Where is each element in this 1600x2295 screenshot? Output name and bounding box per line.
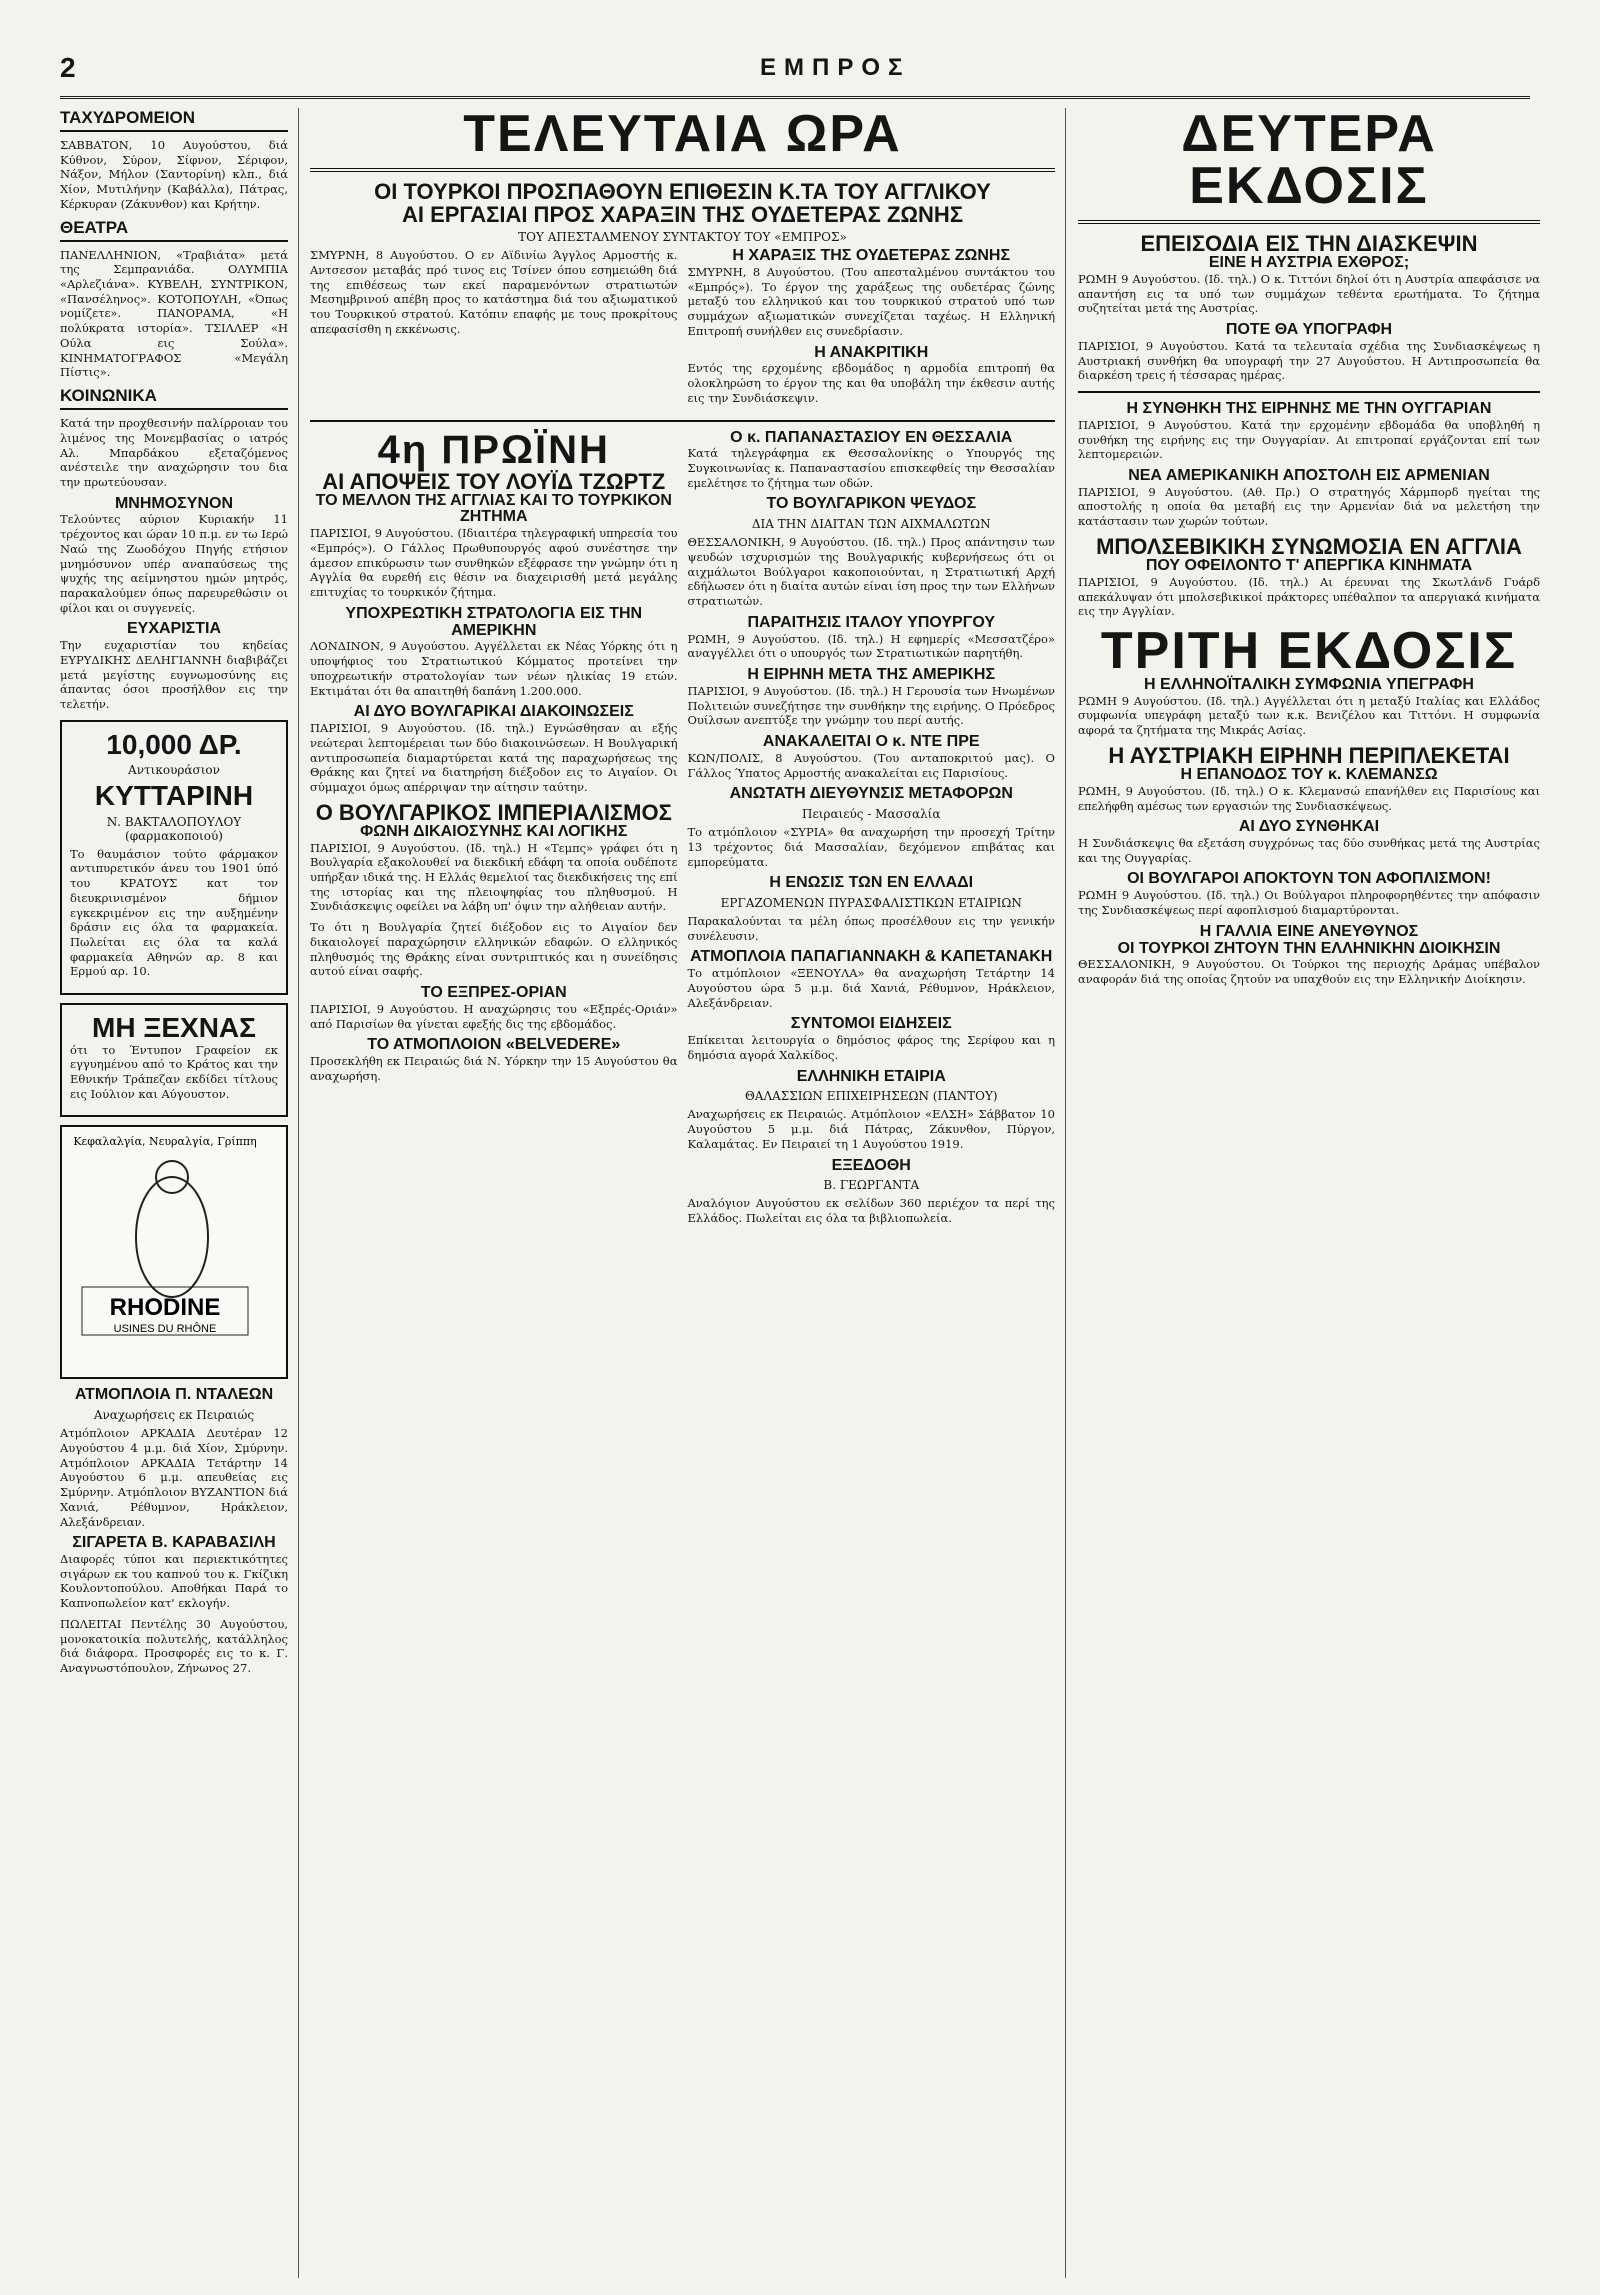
social-heading: ΚΟΙΝΩΝΙΚΑ (60, 386, 288, 410)
lloyd-george-sub: ΤΟ ΜΕΛΛΟΝ ΤΗΣ ΑΓΓΛΙΑΣ ΚΑΙ ΤΟ ΤΟΥΡΚΙΚΟΝ ΖΗΤΗΜΑ (315, 491, 672, 526)
social-text: Κατά την προχθεσινήν παλίρροιαν του λιμένος της Μονεμβασίας ο ιατρός Αλ. Μπαρδάκου εξεταζόμενος ανέστειλε την αναχώρησιν του δια την πρωτεύουσαν. (60, 416, 288, 489)
rhodine-ad (60, 1125, 288, 1379)
papanastasiou-text: Κατά τηλεγράφημα εκ Θεσσαλονίκης ο Υπουργός της Συγκοινωνίας κ. Παπαναστασίου επισκεφθείς την Θεσσαλίαν εμελέτησε το ζήτημα των οδών. (687, 446, 1055, 490)
theatres-text: ΠΑΝΕΛΛΗΝΙΟΝ, «Τραβιάτα» μετά της Σεμπρανιάδα. ΟΛΥΜΠΙΑ «Αρλεζιάνα». ΚΥΒΕΛΗ, ΣΥΝΤΡΙΚΟΝ, «Πανσέληνος». ΚΟΤΟΠΟΥΛΗ, «Όπως νομίζετε». ΠΑΝΟΡΑΜΑ, «Η πολύκρατα ιστορία». ΤΣΙΛΛΕΡ «Η Ούλα εις Σούλα». ΚΙΝΗΜΑΤΟΓΡΑΦΟΣ «Μεγάλη Πίστις». (60, 247, 288, 380)
transport-heading: ΑΝΩΤΑΤΗ ΔΙΕΥΘΥΝΣΙΣ ΜΕΤΑΦΟΡΩΝ (729, 785, 1013, 803)
italy-heading: ΠΑΡΑΙΤΗΣΙΣ ΙΤΑΛΟΥ ΥΠΟΥΡΓΟΥ (747, 613, 996, 631)
hungary-text: ΠΑΡΙΣΙΟΙ, 9 Αυγούστου. Κατά την ερχομένην εβδομάδα θα υποβληθή η συνθήκη της ειρήνης εις την Ουγγαρίαν. Αι επιτροπαί εργάζονται επί των λεπτομερειών. (1078, 417, 1540, 462)
union-sub: ΕΡΓΑΖΟΜΕΝΩΝ ΠΥΡΑΣΦΑΛΙΣΤΙΚΩΝ ΕΤΑΙΡΙΩΝ (720, 896, 1022, 911)
papanastasiou-heading: Ο κ. ΠΑΠΑΝΑΣΤΑΣΙΟΥ ΕΝ ΘΕΣΣΑΛΙΑ (730, 428, 1013, 446)
bulgarian-lie-text: ΘΕΣΣΑΛΟΝΙΚΗ, 9 Αυγούστου. (Ιδ. τηλ.) Προς απάντησιν των ψευδών ισχυρισμών της Βουλγαρικής κυβερνήσεως ότι οι αιχμάλωτοι Βούλγαροι κακοποιούνται, η Στρατιωτική Αρχή εδήλωσεν ότι η διαίτα αυτών είναι ίση προς την των Ελλήνων στρατιωτών. (687, 535, 1055, 609)
paper-name: ΕΜΠΡΟΣ (760, 54, 911, 81)
austrian-peace-heading: Η ΑΥΣΤΡΙΑΚΗ ΕΙΡΗΝΗ ΠΕΡΙΠΛΕΚΕΤΑΙ (1108, 742, 1510, 768)
third-edition-title: ΤΡΙΤΗ ΕΚΔΟΣΙΣ (1100, 621, 1518, 680)
shipping-text: Το ατμόπλοιον «ΞΕΝΟΥΛΑ» θα αναχωρήση Τετάρτην 14 Αυγούστου ώρα 5 μ.μ. διά Χανιά, Ρέθυμνον, Ηράκλειον, Αλεξάνδρειαν. (687, 966, 1055, 1010)
conference-heading: ΕΠΕΙΣΟΔΙΑ ΕΙΣ ΤΗΝ ΔΙΑΣΚΕΨΙΝ (1140, 231, 1478, 256)
sub-headline: ΑΙ ΕΡΓΑΣΙΑΙ ΠΡΟΣ ΧΑΡΑΞΙΝ ΤΗΣ ΟΥΔΕΤΕΡΑΣ ΖΩΝΗΣ (401, 202, 964, 228)
signing-text: ΠΑΡΙΣΙΟΙ, 9 Αυγούστου. Κατά τα τελευταία σχέδια της Συνδιασκέψεως η Αυστριακή συνθήκη θα υπογραφή την 27 Αυγούστου. Η Αντιπροσωπεία θα διαρκέση τρεις ή τέσσαρας ημέρας. (1078, 338, 1540, 383)
product-name: ΚΥΤΤΑΡΙΝΗ (94, 780, 254, 812)
cigarettes-heading: ΣΙΓΑΡΕΤΑ Β. ΚΑΡΑΒΑΣΙΛΗ (72, 1534, 276, 1552)
memorial-text: Τελούντες αύριον Κυριακήν 11 τρέχοντος και ώραν 10 π.μ. εν τω Ιερώ Ναώ της Ζωοδόχου Πηγής ετήσιον μνημόσυνον υπέρ αναπαύσεως της ψυχής της αείμνηστου ημών μητρός, παρακαλούμεν όπως παρευρεθώσιν οι φίλοι και οι συγγενείς. (60, 512, 288, 615)
second-edition-title: ΔΕΥΤΕΡΑ ΕΚΔΟΣΙΣ (1181, 108, 1437, 215)
published-heading: ΕΞΕΔΟΘΗ (831, 1156, 911, 1174)
two-treaties-text: Η Συνδιάσκεψις θα εξετάση συγχρόνως τας δύο συνθήκας μετά της Αυστρίας και της Ουγγαρίας. (1078, 836, 1540, 865)
union-heading: Η ΕΝΩΣΙΣ ΤΩΝ ΕΝ ΕΛΛΑΔΙ (769, 874, 974, 892)
page-number: 2 (60, 52, 76, 83)
turks-text: ΘΕΣΣΑΛΟΝΙΚΗ, 9 Αυγούστου. Οι Τούρκοι της περιοχής Δράμας υπέβαλον αναφοράν διά της οποίας ζητούν να υπαχθούν εις την Ελληνικήν Διοίκησιν. (1078, 957, 1540, 987)
reward-amount: 10,000 ΔΡ. (106, 728, 242, 760)
product-maker: Ν. ΒΑΚΤΑΛΟΠΟΥΛΟΥ (φαρμακοποιού) (106, 814, 242, 843)
main-headline: ΟΙ ΤΟΥΡΚΟΙ ΠΡΟΣΠΑΘΟΥΝ ΕΠΙΘΕΣΙΝ Κ.ΤΑ ΤΟΥ ΑΓΓΛΙΚΟΥ (374, 179, 991, 204)
armenia-heading: ΝΕΑ ΑΜΕΡΙΚΑΝΙΚΗ ΑΠΟΣΤΟΛΗ ΕΙΣ ΑΡΜΕΝΙΑΝ (1128, 466, 1490, 484)
smyrna-text: ΣΜΥΡΝΗ, 8 Αυγούστου. Ο εν Αϊδινίω Άγγλος Αρμοστής κ. Αντσεσον μεταβάς πρό τινος εις Τσίνεν όπου εσημειώθη διά της επιθέσεως των εκεί παραμενόντων στρατιωτών Μεσημβρινού απέβη προς το κατάστημα διά του αξιωματικού του Τουρκικού στρατού. Κατόπιν επαφής με τους προκρίτους απεφασίσθη η εκκένωσις. (310, 248, 678, 336)
reward-sub: Αντικουράσιον (128, 763, 220, 778)
notice-text: ΠΩΛΕΙΤΑΙ Πεντέλης 30 Αυγούστου, μονοκατοικία πολυτελής, κατάλληλος διά διάφορα. Προσφορές εις το κ. Γ. Αναγνωστόπουλον, Ζήνωνος 27. (60, 1616, 288, 1676)
rhodine-brand: RHODINE (109, 1294, 221, 1322)
top-news-row (310, 248, 1055, 411)
woman-figure-icon (136, 1177, 208, 1297)
last-hour-title: ΤΕΛΕΥΤΑΙΑ ΩΡΑ (463, 108, 902, 163)
masthead (60, 52, 1530, 99)
express-heading: ΤΟ ΕΞΠΡΕΣ-ΟΡΙΑΝ (420, 984, 567, 1002)
bulgarian-lie-sub: ΔΙΑ ΤΗΝ ΔΙΑΙΤΑΝ ΤΩΝ ΑΙΧΜΑΛΩΤΩΝ (751, 517, 991, 532)
america-heading: ΥΠΟΧΡΕΩΤΙΚΗ ΣΤΡΑΤΟΛΟΓΙΑ ΕΙΣ ΤΗΝ ΑΜΕΡΙΚΗΝ (345, 604, 643, 639)
lloyd-george-text: ΠΑΡΙΣΙΟΙ, 9 Αυγούστου. (Ιδιαιτέρα τηλεγραφική υπηρεσία του «Εμπρός»). Ο Γάλλος Πρωθυπουργός αφού συνέστησε την άμεσον επικύρωσιν των συνθηκών εξέφρασε την γνώμην ότι η Αγγλία θα ευρεθή εις θέσιν να διαχειρισθή μετά μεγάλης επιτυχίας το τουρκικόν ζήτημα. (310, 526, 678, 600)
bulgarian-disarm-heading: ΟΙ ΒΟΥΛΓΑΡΟΙ ΑΠΟΚΤΟΥΝ ΤΟΝ ΑΦΟΠΛΙΣΜΟΝ! (1127, 870, 1491, 888)
bulgarian-disarm-text: ΡΩΜΗ 9 Αυγούστου. (Ιδ. τηλ.) Οι Βούλγαροι πληροφορηθέντες την απόφασιν της Συνδιασκέψεως περί αφοπλισμού διαμαρτύρονται. (1078, 888, 1540, 917)
published-author: Β. ΓΕΩΡΓΑΝΤΑ (823, 1178, 920, 1193)
theatres-heading: ΘΕΑΤΡΑ (60, 218, 288, 242)
right-column (1068, 108, 1540, 2278)
cigarettes-text: Διαφορές τύποι και περιεκτικότητες σιγάρων εκ του καπνού του κ. Γκίζικη Κουλοντοπούλου. Αποθήκαι Παρά το Καπνοπωλείον κατ' εκλογήν. (60, 1552, 288, 1611)
neutral-text: ΣΜΥΡΝΗ, 8 Αυγούστου. (Του απεσταλμένου συντάκτου του «Εμπρός»). Το έργον της χαράξεως της ουδετέρας ζώνης μεταξύ του ελληνικού και του τουρκικού στρατού υπό των συμμάχων αξιωματικών συνεχίζεται ταχέως. Η Ελληνική Επιτροπή συνήλθεν εις συνεδρίασιν. (687, 264, 1055, 338)
inquiry-text: Εντός της ερχομένης εβδομάδος η αρμοδία επιτροπή θα ολοκληρώση το έργον της και θα υποβάλη την έκθεσιν αυτής εις την Συνδιάσκεψιν. (687, 361, 1055, 405)
bolshevik-heading: ΜΠΟΛΣΕΒΙΚΙΚΗ ΣΥΝΩΜΟΣΙΑ ΕΝ ΑΓΓΛΙΑ (1096, 533, 1522, 559)
product-text: Το θαυμάσιον τούτο φάρμακον αντιπυρετικόν άνευ του 1901 ύπό του ΚΡΑΤΟΥΣ κατ τον διευκρινισμένον δήμιον εγκεκριμένον εις την αυξημένην δράσιν εις όλα τα φαρμακεία. Πωλείται εις όλα τα καλά φαρμακεία Αθηνών αρ. 8 και Ερμού αρ. 10. (70, 846, 278, 979)
short-news-heading: ΣΥΝΤΟΜΟΙ ΕΙΔΗΣΕΙΣ (790, 1015, 952, 1033)
short-news-text: Επίκειται λειτουργία ο δημόσιος φάρος της Σερίφου και η δημόσια αγορά Χαλκίδος. (687, 1033, 1055, 1062)
left-column (60, 108, 299, 2278)
bolshevik-text: ΠΑΡΙΣΙΟΙ, 9 Αυγούστου. (Ιδ. τηλ.) Αι έρευναι της Σκωτλάνδ Γυάρδ απεκάλυψαν ότι μπολσεβικικοί πράκτορες υπέθαλπον τα απεργιακά κινήματα εις την Αγγλίαν. (1078, 574, 1540, 619)
published-text: Αναλόγιον Αυγούστου εκ σελίδων 360 περιέχον τα περί της Ελλάδος. Πωλείται εις όλα τα βιβλιοπωλεία. (687, 1196, 1055, 1226)
signing-heading: ΠΟΤΕ ΘΑ ΥΠΟΓΡΑΦΗ (1225, 321, 1393, 339)
transport-text: Το ατμόπλοιον «ΣΥΡΙΑ» θα αναχωρήση την προσεχή Τρίτην 13 τρέχοντος διά Μασσαλίαν, δεχόμενον επιβάτας και εμπορεύματα. (687, 825, 1055, 869)
america-peace-heading: Η ΕΙΡΗΝΗ ΜΕΤΑ ΤΗΣ ΑΜΕΡΙΚΗΣ (747, 666, 996, 684)
thanks-text: Την ευχαριστίαν του κηδείας ΕΥΡΥΔΙΚΗΣ ΔΕΛΗΓΙΑΝΝΗ διαβιβάζει μετά μεγίστης ευγνωμοσύνης εις άπαντας όσοι προσήλθον εις την τελετήν. (60, 638, 288, 712)
clemenceau-text: ΡΩΜΗ, 9 Αυγούστου. (Ιδ. τηλ.) Ο κ. Κλεμανσώ επανήλθεν εις Παρισίους και επελήφθη αμέσως των εργασιών της Συνδιασκέψεως. (1078, 783, 1540, 813)
courier-text: ΣΑΒΒΑΤΟΝ, 10 Αυγούστου, διά Κύθνον, Σύρον, Σίφνον, Σέριφον, Νάξον, Μήλον (Σαντορίνη) κλπ., διά Χίον, Μυτιλήνην (Καβάλλα), Πάτρας, Κέρκυραν (Ζάκυνθον) και Κρήτην. (60, 138, 288, 211)
transport-sub: Πειραιεύς - Μασσαλία (802, 807, 941, 822)
austria-enemy-heading: ΕΙΝΕ Η ΑΥΣΤΡΙΑ ΕΧΘΡΟΣ; (1208, 254, 1410, 272)
imperialism-heading: Ο ΒΟΥΛΓΑΡΙΚΟΣ ΙΜΠΕΡΙΑΛΙΣΜΟΣ (315, 799, 672, 825)
bolshevik-sub: ΠΟΥ ΟΦΕΙΛΟΝΤΟ Τ' ΑΠΕΡΓΙΚΑ ΚΙΝΗΜΑΤΑ (1145, 557, 1473, 574)
neutral-heading: Η ΧΑΡΑΞΙΣ ΤΗΣ ΟΥΔΕΤΕΡΑΣ ΖΩΝΗΣ (732, 247, 1011, 265)
hungary-heading: Η ΣΥΝΘΗΚΗ ΤΗΣ ΕΙΡΗΝΗΣ ΜΕ ΤΗΝ ΟΥΓΓΑΡΙΑΝ (1126, 400, 1492, 417)
rhodine-top-text: Κεφαλαλγία, Νευραλγία, Γρίππη (73, 1135, 257, 1149)
bulgarian-notes-text: ΠΑΡΙΣΙΟΙ, 9 Αυγούστου. (Ιδ. τηλ.) Εγνώσθησαν αι εξής νεώτεραι λεπτομέρειαι των δύο διακοινώσεων. Η Βουλγαρική αντιπροσωπεία διαμαρτύρεται κατά της παραχωρήσεως της Θράκης και ζητεί να διατηρήση διέξοδον εις το Αιγαίον. Οι σύμμαχοι όμως απέρριψαν την αίτησιν ταύτην. (310, 721, 678, 794)
main-news-row (310, 427, 1055, 1232)
dont-forget-heading: ΜΗ ΞΕΧΝΑΣ (92, 1012, 256, 1044)
thanks-heading: ΕΥΧΑΡΙΣΤΙΑ (126, 620, 222, 638)
imperialism-sub: ΦΩΝΗ ΔΙΚΑΙΟΣΥΝΗΣ ΚΑΙ ΛΟΓΙΚΗΣ (360, 822, 628, 840)
courier-heading: ΤΑΧΥΔΡΟΜΕΙΟΝ (60, 108, 288, 132)
imperialism-text-2: Το ότι η Βουλγαρία ζητεί διέξοδον εις το Αιγαίον δεν δικαιολογεί παραχώρησιν ελληνικών εδαφών. Ο ελληνικός πληθυσμός της Θράκης είναι συντριπτικός και η συνείδησις αυτού είναι σαφής. (310, 920, 678, 979)
italo-greek-heading: Η ΕΛΛΗΝΟΪΤΑΛΙΚΗ ΣΥΜΦΩΝΙΑ ΥΠΕΓΡΑΦΗ (1144, 675, 1474, 693)
fourth-morning-title: 4η ΠΡΩΪΝΗ (377, 427, 610, 472)
imperialism-text: ΠΑΡΙΣΙΟΙ, 9 Αυγούστου. (Ιδ. τηλ.) Η «Τεμπς» γράφει ότι η Βουλγαρία εξακολουθεί να διεκδική εδάφη τα οποία ουδέποτε υπήρξαν ιδικά της. Η Ελλάς θεμελιοί τας διεκδικήσεις της επί της ιστορίας και της πλειοψηφίας του πληθυσμού. Η Συνδιάσκεψις οφείλει να λάβη υπ' όψιν την αλήθειαν αυτήν. (310, 840, 678, 914)
turks-heading: ΟΙ ΤΟΥΡΚΟΙ ΖΗΤΟΥΝ ΤΗΝ ΕΛΛΗΝΙΚΗΝ ΔΙΟΙΚΗΣΙΝ (1117, 939, 1501, 957)
italo-greek-text: ΡΩΜΗ 9 Αυγούστου. (Ιδ. τηλ.) Αγγέλλεται ότι η μεταξύ Ιταλίας και Ελλάδος συμφωνία υπεγράφη μεταξύ των κ.κ. Βενιζέλου και Τιττόνι. Η συμφωνία αφορά τα ζητήματα της Μικράς Ασίας. (1078, 693, 1540, 738)
ships-heading: ΑΤΜΟΠΛΟΙΑ Π. ΝΤΑΛΕΩΝ (74, 1386, 274, 1404)
bulgarian-notes-heading: ΑΙ ΔΥΟ ΒΟΥΛΓΑΡΙΚΑΙ ΔΙΑΚΟΙΝΩΣΕΙΣ (353, 703, 634, 721)
inquiry-heading: Η ΑΝΑΚΡΙΤΙΚΗ (814, 343, 929, 361)
rhodine-illustration (62, 1127, 268, 1373)
shipping-heading: ΑΤΜΟΠΛΟΙΑ ΠΑΠΑΓΙΑΝΝΑΚΗ & ΚΑΠΕΤΑΝΑΚΗ (690, 948, 1053, 966)
center-column (300, 108, 1066, 2278)
ships-text: Ατμόπλοιον ΑΡΚΑΔΙΑ Δευτέραν 12 Αυγούστου 4 μ.μ. διά Χίον, Σμύρνην. Ατμόπλοιον ΑΡΚΑΔΙΑ Τετάρτην 14 Αυγούστου 6 μ.μ. απευθείας εις Σμύρνην. Ατμόπλοιον ΒΥΖΑΝΤΙΟΝ διά Χανιά, Ρέθυμνον, Ηράκλειον, Αλεξάνδρειαν. (60, 1426, 288, 1529)
memorial-heading: ΜΝΗΜΟΣΥΝΟΝ (114, 494, 234, 512)
italy-text: ΡΩΜΗ, 9 Αυγούστου. (Ιδ. τηλ.) Η εφημερίς «Μεσσατζέρο» αναγγέλλει ότι ο υπουργός των Στρατιωτικών παρητήθη. (687, 631, 1055, 661)
nore-heading: ΑΝΑΚΑΛΕΙΤΑΙ Ο κ. ΝΤΕ ΠΡΕ (762, 733, 980, 751)
byline: ΤΟΥ ΑΠΕΣΤΑΛΜΕΝΟΥ ΣΥΝΤΑΚΤΟΥ ΤΟΥ «ΕΜΠΡΟΣ» (518, 230, 847, 245)
america-peace-text: ΠΑΡΙΣΙΟΙ, 9 Αυγούστου. (Ιδ. τηλ.) Η Γερουσία των Ηνωμένων Πολιτειών συνεζήτησε την συνθήκην της ειρήνης. Ο Πρόεδρος Ουίλσων ανεπτύξε την γνώμην του περί αυτής. (687, 683, 1055, 728)
america-text: ΛΟΝΔΙΝΟΝ, 9 Αυγούστου. Αγγέλλεται εκ Νέας Υόρκης ότι η υποψήφιος του Στρατιωτικού Κόμματος προτείνει την υποχρεωτικήν στρατολογίαν των νέων ηλικίας 19 ετών. Εκτιμάται ότι θα απαιτηθή δαπάνη 1.200.000. (310, 639, 678, 698)
france-heading: Η ΓΑΛΛΙΑ ΕΙΝΕ ΑΝΕΥΘΥΝΟΣ (1199, 922, 1419, 940)
two-treaties-heading: ΑΙ ΔΥΟ ΣΥΝΘΗΚΑΙ (1238, 818, 1380, 836)
greek-shipping-heading: ΕΛΛΗΝΙΚΗ ΕΤΑΙΡΙΑ (796, 1067, 946, 1085)
product-ad (60, 720, 288, 995)
lloyd-george-heading: ΑΙ ΑΠΟΨΕΙΣ ΤΟΥ ΛΟΥΪΔ ΤΖΩΡΤΖ (322, 468, 666, 494)
ships-sub: Αναχωρήσεις εκ Πειραιώς (93, 1408, 255, 1423)
greek-shipping-sub: ΘΑΛΑΣΣΙΩΝ ΕΠΙΧΕΙΡΗΣΕΩΝ (ΠΑΝΤΟΥ) (744, 1089, 998, 1104)
dont-forget-text: ότι το Έντυπον Γραφείον εκ εγγυημένου από το Κράτος και την Εθνικήν Τράπεζαν εκδίδει τίτλους εις Ιούλιον και Αύγουστον. (70, 1042, 278, 1101)
bulgarian-lie-heading: ΤΟ ΒΟΥΛΓΑΡΙΚΟΝ ΨΕΥΔΟΣ (766, 495, 977, 513)
armenia-text: ΠΑΡΙΣΙΟΙ, 9 Αυγούστου. (Αθ. Πρ.) Ο στρατηγός Χάρμπορδ ηγείται της αποστολής η οποία θα μεταβή εις την Αρμενίαν διά να μελετήση την κατάστασιν των χωρών τούτων. (1078, 484, 1540, 529)
union-text: Παρακαλούνται τα μέλη όπως προσέλθουν εις την γενικήν συνέλευσιν. (687, 914, 1055, 943)
greek-shipping-text: Αναχωρήσεις εκ Πειραιώς. Ατμόπλοιον «ΕΛΣΗ» Σάββατον 10 Αυγούστου 5 μ.μ. διά Πάτρας, Ζάκυνθον, Πύργον, Καλαμάτας. Εν Πειραιεί τη 1 Αυγούστου 1919. (687, 1107, 1055, 1151)
belvedere-text: Προσεκλήθη εκ Πειραιώς διά Ν. Υόρκην την 15 Αυγούστου θα αναχωρήση. (310, 1054, 678, 1083)
belvedere-heading: ΤΟ ΑΤΜΟΠΛΟΙΟΝ «BELVEDERE» (367, 1036, 621, 1054)
dont-forget-ad (60, 1003, 288, 1117)
rhodine-brand-sub: USINES DU RHÔNE (113, 1323, 217, 1336)
express-text: ΠΑΡΙΣΙΟΙ, 9 Αυγούστου. Η αναχώρησις του «Εξπρές-Οριάν» από Παρισίων θα γίνεται εφεξής δις της εβδομάδος. (310, 1001, 678, 1031)
clemenceau-heading: Η ΕΠΑΝΟΔΟΣ ΤΟΥ κ. ΚΛΕΜΑΝΣΩ (1180, 766, 1438, 783)
nore-text: ΚΩΝ/ΠΟΛΙΣ, 8 Αυγούστου. (Του ανταποκριτού μας). Ο Γάλλος Ύπατος Αρμοστής ανακαλείται εις Παρισίους. (687, 750, 1055, 780)
conference-text: ΡΩΜΗ 9 Αυγούστου. (Ιδ. τηλ.) Ο κ. Τιττόνι δηλοί ότι η Αυστρία απεφάσισε να απαντήση εις τα υπό των συμμάχων τεθέντα ερωτήματα. Το ζήτημα συζητείται μετά της Αυστρίας. (1078, 271, 1540, 316)
